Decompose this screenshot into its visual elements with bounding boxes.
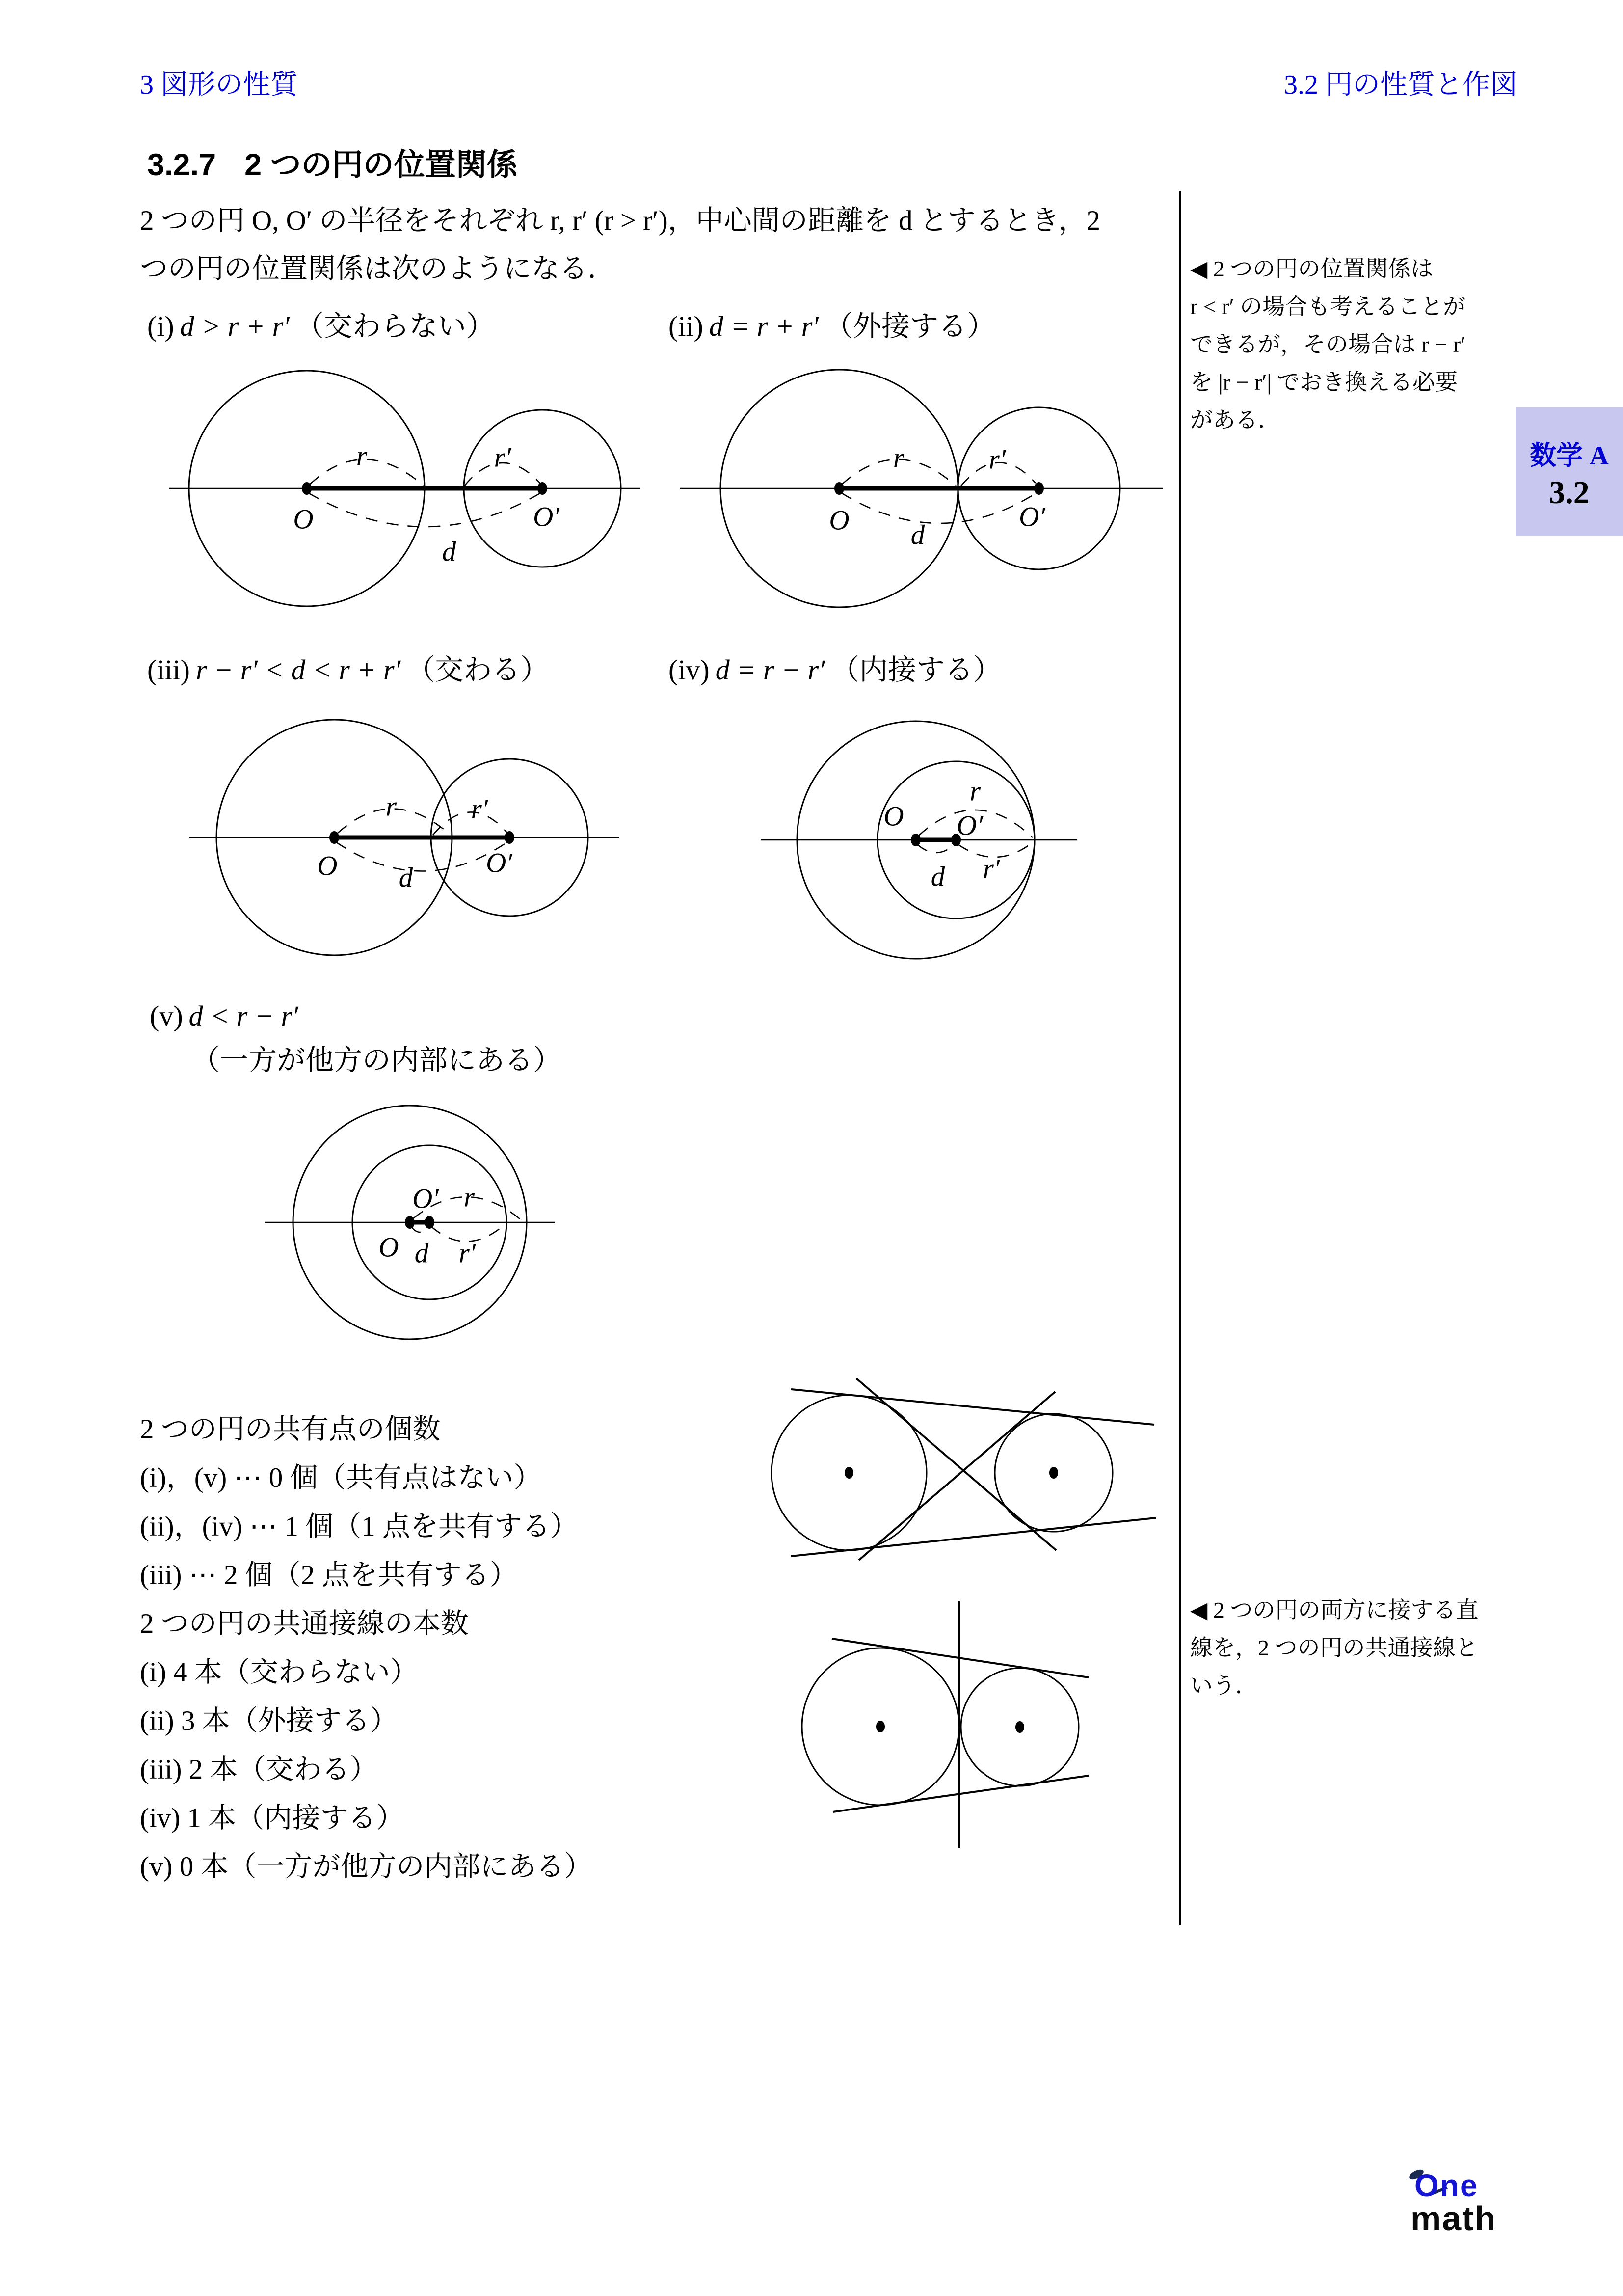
case-i-point-O bbox=[302, 482, 312, 495]
case-iv-label-O-prime: O′ bbox=[957, 810, 983, 841]
case-v-label-O-prime: O′ bbox=[412, 1183, 439, 1215]
case-iii-label-O: O bbox=[317, 850, 338, 882]
case-iv-point-O bbox=[911, 834, 921, 846]
side-tab-code: 3.2 bbox=[1549, 475, 1590, 511]
common-points-item: (ii)，(iv) ⋯ 1 個（1 点を共有する） bbox=[140, 1511, 578, 1542]
case-iii-condition: r − r′ < d < r + r′ bbox=[195, 654, 401, 686]
case-iv-prefix: (iv) bbox=[668, 654, 710, 686]
case-v-heading bbox=[150, 997, 304, 1036]
case-iii-d-brace bbox=[336, 842, 507, 871]
case-iii-diagram bbox=[189, 720, 619, 955]
case-iv-label-r: r bbox=[969, 776, 981, 807]
margin-note-tangent-line: いう． bbox=[1190, 1673, 1258, 1698]
tangents-three-left-center-dot bbox=[876, 1721, 885, 1732]
common-tangents-title: 2 つの円の共通接線の本数 bbox=[140, 1608, 469, 1639]
case-ii-heading bbox=[668, 307, 995, 346]
case-v-point-O-prime bbox=[425, 1216, 434, 1229]
case-ii-point-O-prime bbox=[1034, 482, 1044, 495]
common-tangents-item: (ii) 3 本（外接する） bbox=[140, 1705, 398, 1736]
section-title bbox=[147, 144, 518, 186]
case-iv-diagram bbox=[761, 721, 1077, 959]
case-iii-r-prime-brace bbox=[433, 812, 507, 835]
case-iii-annotation: （交わる） bbox=[406, 654, 549, 686]
case-ii-label-r: r bbox=[893, 442, 905, 474]
case-iv-d-brace bbox=[917, 844, 955, 853]
case-v-point-O bbox=[405, 1216, 415, 1229]
case-ii-label-O: O bbox=[829, 505, 850, 536]
margin-rule bbox=[1179, 191, 1181, 1925]
margin-note-tangent-line: 線を，2 つの円の共通接線と bbox=[1190, 1635, 1478, 1660]
margin-note-relation-line: がある． bbox=[1190, 407, 1280, 432]
case-v-annotation: （一方が他方の内部にある） bbox=[191, 1044, 562, 1076]
tangents-four-internal-descending bbox=[856, 1378, 1056, 1550]
case-v-label-O: O bbox=[378, 1232, 399, 1263]
case-i-label-r: r bbox=[356, 440, 368, 472]
case-i-label-d: d bbox=[442, 536, 456, 567]
header-chapter: 3 図形の性質 bbox=[140, 70, 298, 100]
case-v-prefix: (v) bbox=[150, 1000, 183, 1032]
tangents-three-diagram bbox=[802, 1601, 1089, 1848]
case-iii-label-O-prime: O′ bbox=[486, 847, 512, 879]
common-tangents-item: (v) 0 本（一方が他方の内部にある） bbox=[140, 1851, 592, 1882]
case-iii-prefix: (iii) bbox=[147, 654, 190, 686]
case-ii-d-brace bbox=[841, 493, 1037, 523]
common-points-item: (iii) ⋯ 2 個（2 点を共有する） bbox=[140, 1560, 518, 1591]
margin-note-relation-line: ◀ 2 つの円の位置関係は bbox=[1190, 256, 1434, 281]
tangents-four-diagram bbox=[772, 1378, 1156, 1560]
common-tangents-item: (iv) 1 本（内接する） bbox=[140, 1803, 404, 1834]
case-ii-label-O-prime: O′ bbox=[1019, 501, 1045, 533]
section-title-text: 2 つの円の位置関係 bbox=[244, 148, 518, 182]
tangents-three-upper-external bbox=[832, 1639, 1089, 1677]
case-i-diagram bbox=[169, 371, 640, 606]
tangents-four-lower-external bbox=[791, 1518, 1156, 1556]
case-v-label-r: r bbox=[463, 1182, 475, 1213]
intro-line-2: つの円の位置関係は次のようになる． bbox=[140, 253, 615, 284]
side-tab bbox=[1516, 407, 1623, 536]
logo-one-text: One bbox=[1414, 2168, 1479, 2203]
case-v-label-r-prime: r′ bbox=[458, 1238, 476, 1269]
case-i-label-r-prime: r′ bbox=[494, 442, 511, 473]
case-ii-label-d: d bbox=[910, 519, 925, 551]
case-v-d-brace bbox=[411, 1226, 428, 1232]
tangents-four-upper-external bbox=[791, 1389, 1154, 1425]
logo-math-text: math bbox=[1410, 2199, 1497, 2238]
case-iii-heading bbox=[147, 650, 549, 690]
margin-note-tangent-line: ◀ 2 つの円の両方に接する直 bbox=[1190, 1597, 1479, 1622]
case-iii-label-d: d bbox=[399, 862, 413, 893]
header-section: 3.2 円の性質と作図 bbox=[1284, 70, 1517, 100]
case-iv-condition: d = r − r′ bbox=[715, 654, 825, 686]
case-ii-label-r-prime: r′ bbox=[988, 444, 1006, 475]
case-ii-point-O bbox=[834, 482, 844, 495]
tangents-four-internal-ascending bbox=[859, 1392, 1055, 1560]
side-tab-subject: 数学 A bbox=[1530, 441, 1609, 470]
case-iii-point-O-prime bbox=[505, 831, 514, 844]
case-v-diagram bbox=[265, 1106, 555, 1339]
case-iv-annotation: （内接する） bbox=[830, 654, 1002, 686]
margin-note-relation-line: を |r − r′| でおき換える必要 bbox=[1190, 370, 1458, 395]
case-v-condition: d < r − r′ bbox=[188, 1000, 298, 1032]
tangents-three-right-center-dot bbox=[1015, 1721, 1024, 1733]
case-iv-label-d: d bbox=[931, 861, 945, 892]
case-iv-label-O: O bbox=[883, 801, 904, 832]
case-iii-label-r: r bbox=[385, 791, 397, 822]
case-i-condition: d > r + r′ bbox=[180, 310, 290, 342]
case-v-label-d: d bbox=[414, 1238, 429, 1269]
case-iii-label-r-prime: r′ bbox=[471, 793, 488, 825]
case-ii-condition: d = r + r′ bbox=[709, 310, 819, 342]
case-i-heading bbox=[147, 307, 495, 346]
common-tangents-item: (iii) 2 本（交わる） bbox=[140, 1754, 378, 1785]
case-i-annotation: （交わらない） bbox=[295, 310, 495, 342]
summary-lists bbox=[140, 1405, 592, 1891]
tangents-four-left-center-dot bbox=[845, 1467, 853, 1479]
margin-note-relation bbox=[1190, 250, 1465, 439]
margin-note-tangent bbox=[1190, 1591, 1478, 1704]
case-ii-annotation: （外接する） bbox=[824, 310, 995, 342]
case-ii-prefix: (ii) bbox=[668, 310, 703, 342]
common-tangents-item: (i) 4 本（交わらない） bbox=[140, 1657, 418, 1688]
case-i-label-O-prime: O′ bbox=[533, 501, 559, 533]
case-iv-label-r-prime: r′ bbox=[983, 853, 1000, 885]
margin-note-relation-line: r < r′ の場合も考えることが bbox=[1190, 294, 1466, 319]
case-i-point-O-prime bbox=[537, 482, 547, 495]
tangents-four-right-center-dot bbox=[1049, 1467, 1058, 1479]
case-i-prefix: (i) bbox=[147, 310, 174, 342]
case-i-label-O: O bbox=[293, 504, 314, 535]
common-points-item: (i)，(v) ⋯ 0 個（共有点はない） bbox=[140, 1462, 542, 1493]
common-points-title: 2 つの円の共有点の個数 bbox=[140, 1414, 441, 1445]
tangents-three-lower-external bbox=[833, 1776, 1089, 1812]
case-ii-diagram bbox=[680, 370, 1163, 607]
margin-note-relation-line: できるが，その場合は r − r′ bbox=[1190, 332, 1466, 357]
section-number: 3.2.7 bbox=[147, 148, 216, 182]
case-iv-heading bbox=[668, 650, 1002, 690]
logo bbox=[1405, 2164, 1513, 2252]
case-iii-point-O bbox=[329, 831, 339, 844]
intro-line-1: 2 つの円 O, O′ の半径をそれぞれ r, r′ (r > r′)，中心間の距離を d とするとき，2 bbox=[140, 205, 1100, 236]
